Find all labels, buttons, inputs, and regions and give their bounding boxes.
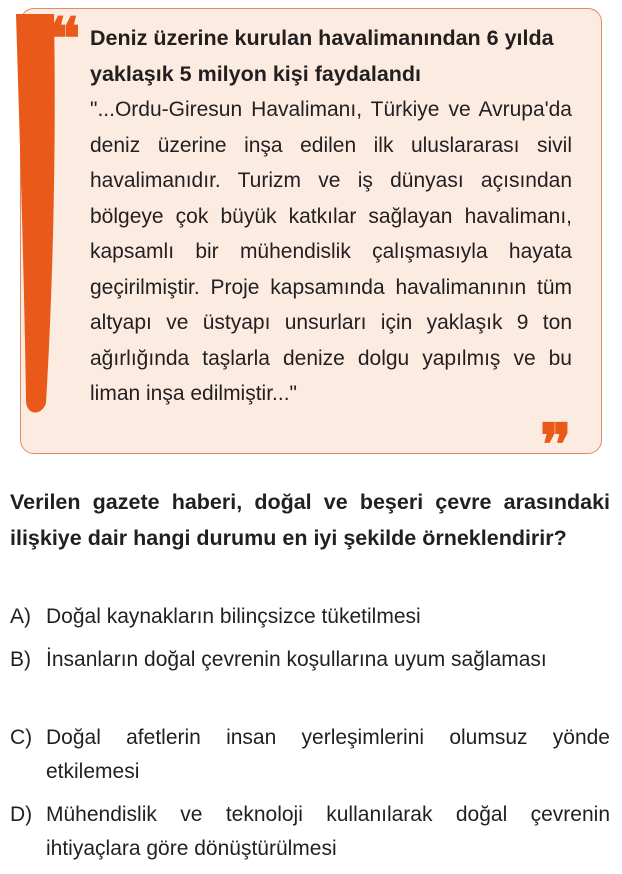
option-d-letter: D) [10,803,33,826]
option-c-text: Doğal afetlerin insan yerleşimlerini olumsuz yönde etkilemesi [46,726,610,783]
option-b[interactable] [10,643,610,677]
news-body: "...Ordu-Giresun Havalimanı, Türkiye ve Avrupa'da deniz üzerine inşa edilen ilk uluslararası sivil havalimanıdır. Turizm ve iş dünyası açısından bölgeye çok büyük katkılar sağlayan havalimanı, kapsamlı bir mühendislik çalışmasıyla hayata geçirilmiştir. Proje kapsamında havalimanının tüm altyapı ve üstyapı unsurları için yaklaşık 9 ton ağırlığında taşlarla denize dolgu yapılmış ve bu liman inşa edilmiştir..." [90,98,572,405]
option-a[interactable] [10,600,610,634]
close-quote-icon: ❜❜ [540,411,566,479]
open-quote-icon: ❛❛ [49,5,75,73]
option-a-letter: A) [10,605,31,628]
option-b-text: İnsanların doğal çevrenin koşullarına uyum sağlaması [46,648,547,671]
option-d-text: Mühendislik ve teknoloji kullanılarak doğal çevrenin ihtiyaçlara göre dönüştürülmesi [46,803,610,860]
option-d[interactable] [10,798,610,866]
option-b-letter: B) [10,648,31,671]
option-c[interactable] [10,721,610,789]
option-a-text: Doğal kaynakların bilinçsizce tüketilmesi [46,605,421,628]
option-c-letter: C) [10,726,33,749]
question-text: Verilen gazete haberi, doğal ve beşeri çevre arasındaki ilişkiye dair hangi durumu en iyi şekilde örneklendirir? [10,490,610,550]
news-headline: Deniz üzerine kurulan havalimanından 6 yılda yaklaşık 5 milyon kişi faydalandı [90,26,554,86]
